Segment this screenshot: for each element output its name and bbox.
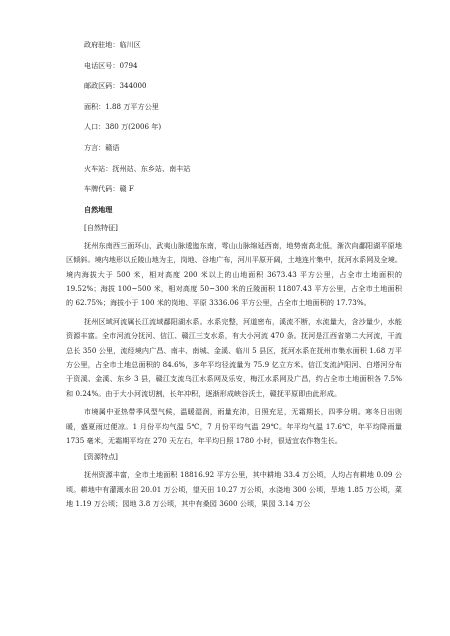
paragraph-climate: 市境属中亚热带季风型气候，温暖湿润，雨量充沛，日照充足，无霜期长，四季分明。寒冬日出则暖，盛夏雨过便凉。1 月份平均气温 5℃，7 月份平均气温 29℃。年平均气温 17.6℃，年平均降雨量 1735 毫米，无霜期平均在 270 天左右，年平均日照 1780 小时，很适宜农作物生长。	[66, 407, 402, 446]
info-postal: 邮政区码：344000	[84, 81, 147, 91]
section-heading-geography: 自然地理	[84, 204, 113, 214]
info-phone: 电话区号：0794	[84, 60, 138, 70]
paragraph-rivers: 抚州区域河流属长江流域鄱阳湖水系。水系完整，河道密布，溪流不断，水流量大，含沙量少，水能资源丰富。全市河流分抚河、信江、赣江三支水系，有大小河流 470 条。抚河是江西省第二大河流，干流总长 350 公里，流经境内广昌、南丰、南城、金溪、临川 5 县区，抚河水系在抚州市集水面积 1.68 万平方公里，占全市土地总面积的 84.6%，多年平均径流量为 75.9 亿立方米。信江支流泸阳河、白塔河分布于资溪、金溪、东乡 3 县，赣江支流乌江水系网及乐安，梅江水系网及广昌，约占全市土地面积各 7.5%和 0.24%。由于大小河流切割，长年冲积，逐渐形成峡谷沃土，赣抚平原即由此形成。	[66, 316, 402, 398]
info-plate: 车牌代码：赣 F	[84, 184, 134, 194]
info-dialect: 方言：赣语	[84, 142, 120, 152]
info-train: 火车站：抚州站、东乡站、南丰站	[84, 163, 191, 173]
subheading-features: [自然特征]	[84, 222, 118, 232]
info-population: 人口：380 万(2006 年)	[84, 122, 162, 132]
document-content	[66, 40, 402, 516]
info-seat: 政府驻地：临川区	[84, 40, 141, 49]
subheading-resources: [资源特点]	[84, 452, 118, 462]
paragraph-resources: 抚州资源丰富，全市土地面积 18816.92 平方公里，其中耕地 33.4 万公顷，人均占有耕地 0.09 公顷。耕地中有灌溉水田 20.01 万公顷，望天田 10.27 万公顷，水浇地 300 公顷，旱地 1.85 万公顷，菜地 1.19 万公顷；园地 3.8 万公顷，其中有桑园 3600 公顷，果园 3.14 万公	[66, 470, 402, 509]
info-area: 面积：1.88 万平方公里	[84, 101, 159, 111]
paragraph-terrain: 抚州东南西三面环山，武夷山脉逶迤东南，雩山山脉绵延西南，地势南高北低，渐次向鄱阳湖平原地区倾斜。境内地形以丘陵山地为主，岗地、谷地广布，河川平原开阔，土地连片集中，抚河水系网及全境。境内海拔大于 500 米，相对高度 200 米以上的山地面积 3673.43 平方公里，占全市土地面积的 19.52%；海拔 100~500 米，相对高度 50~300 米的丘陵面积 11807.43 平方公里，占全市土地面积的 62.75%；海拔小于 100 米的岗地、平原 3336.06 平方公里，占全市土地面积的 17.73%。	[66, 240, 402, 308]
